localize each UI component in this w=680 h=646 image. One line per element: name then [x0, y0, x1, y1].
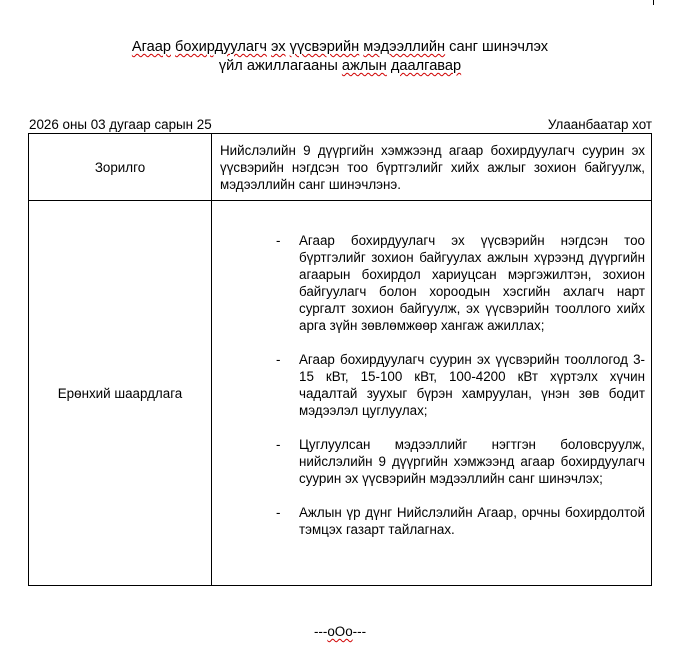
goal-text: Нийслэлийн 9 дүүргийн хэмжээнд агаар бохирдуулагч суурин эх үүсвэрийн нэгдсэн тоо бүртгэлийг хийх ажлыг зохион байгуулж, мэдээллийн санг шинэчлэнэ. [220, 143, 645, 192]
list-item-text: Агаар бохирдуулагч эх үүсвэрийн нэгдсэн тоо бүртгэлийг зохион байгуулах ажлын хүрээнд дүүргийн агаарын бохирдол хариуцсан мэргэжилтэн, зохион байгуулагч болон хороодын хэсгийн ахлагч нарт сургалт зохион байгуулж, эх үүсвэрийн тооллого хийх арга зүйн зөвлөмжөөр хангаж ажиллах; [299, 232, 645, 333]
list-item-text: Цуглуулсан мэдээллийг нэгтгэн боловсруулж, нийслэлийн 9 дүүргийн хэмжээнд агаар бохирдуулагч суурин эх үүсвэрийн мэдээллийн санг шинэчлэх; [299, 436, 645, 486]
dash-bullet: - [276, 436, 281, 452]
document-date: 2026 оны 03 дугаар сарын 25 [29, 117, 212, 132]
task-table [28, 133, 652, 586]
title-word: үүсвэрийн [289, 39, 360, 55]
title-word: бохирдуулагч [175, 39, 267, 55]
list-item [212, 504, 651, 538]
title-line-2-prefix: үйл ажиллагааны [218, 58, 342, 74]
goal-label: Зорилго [94, 159, 146, 175]
table-row-goal [29, 134, 652, 201]
list-item [212, 436, 651, 487]
page-corner-marker [653, 0, 654, 5]
title-word: эх [271, 39, 286, 55]
title-flagged-word: даалгавар [390, 58, 462, 74]
list-item [212, 351, 651, 419]
title-word: санг [449, 39, 478, 55]
title-word: мэдээллийн [363, 39, 446, 55]
title-line-2 [0, 57, 680, 76]
footer-dashes: --- [352, 624, 367, 639]
list-item-text: Агаар бохирдуулагч суурин эх үүсвэрийн тооллогод 3-15 кВт, 15-100 кВт, 100-4200 кВт хүртэлх хүчин чадалтай зуухыг бүрэн хамруулан, үнэн зөв бодит мэдээлэл цуглуулах; [299, 351, 645, 418]
list-item [212, 232, 651, 334]
dash-bullet: - [276, 232, 281, 248]
dash-bullet: - [276, 504, 281, 520]
title-line-1 [0, 38, 680, 57]
requirements-list [212, 232, 651, 538]
dash-bullet: - [276, 351, 281, 367]
title-word: Агаар [131, 39, 171, 55]
document-city: Улаанбаатар хот [547, 117, 652, 132]
table-row-requirements [29, 201, 652, 586]
document-title [0, 38, 680, 76]
title-word: шинэчлэх [482, 39, 549, 55]
requirements-content-cell [212, 201, 652, 586]
requirements-label-cell [29, 201, 212, 586]
goal-label-cell [29, 134, 212, 201]
footer-dashes: --- [313, 624, 328, 639]
end-of-document-mark [0, 624, 680, 639]
footer-flagged-text: oOo [327, 624, 353, 639]
list-item-text: Ажлын үр дүнг Нийслэлийн Агаар, орчны бохирдолтой тэмцэх газарт тайлагнах. [299, 504, 645, 537]
requirements-label: Ерөнхий шаардлага [57, 385, 183, 401]
title-flagged-word: ажлын [341, 58, 387, 74]
goal-content-cell [212, 134, 652, 201]
